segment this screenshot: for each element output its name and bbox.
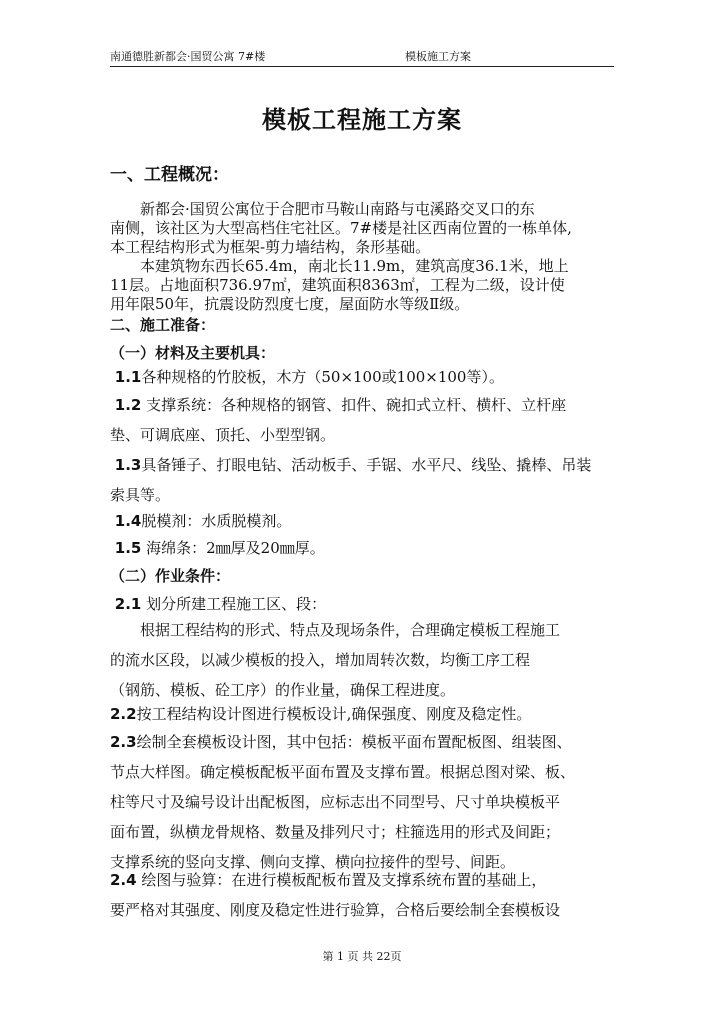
item-1-3: 1.3具备锤子、打眼电钻、活动板手、手锯、水平尺、线坠、撬棒、吊装 索具等。 [110, 456, 592, 504]
item-1-1: 1.1各种规格的竹胶板，木方（50×100或100×100等）。 [114, 368, 504, 386]
item-2-2: 2.2按工程结构设计图进行模板设计,确保强度、刚度及稳定性。 [110, 705, 532, 723]
item-2-4: 2.4 绘图与验算：在进行模板配板布置及支撑系统布置的基础上， 要严格对其强度、刚度及稳定性进行验算，合格后要绘制全套模板设 [110, 871, 561, 919]
text-line: 用年限50年，抗震设防烈度七度，屋面防水等级Ⅱ级。 [110, 295, 470, 313]
overview-paragraph-2 [110, 257, 622, 314]
text-line: 本建筑物东西长65.4m，南北长11.9m，建筑高度36.1米，地上 [140, 257, 569, 275]
text-line: 11层。占地面积736.97㎡，建筑面积8363㎡，工程为二级，设计使 [110, 276, 565, 294]
subsection-heading-materials: （一）材料及主要机具： [110, 344, 276, 362]
subsection-heading-conditions: （二）作业条件： [110, 567, 231, 585]
item-1-2: 1.2 支撑系统：各种规格的钢管、扣件、碗扣式立杆、横杆、立杆座 垫、可调底座、顶托、小型型钢。 [110, 396, 567, 444]
section-heading-preparation: 二、施工准备： [110, 316, 216, 334]
header-project-name: 南通德胜新都会·国贸公寓 7#楼 [110, 50, 266, 63]
item-1-5: 1.5 海绵条：2㎜厚及20㎜厚。 [114, 539, 325, 557]
text-line: 南侧，该社区为大型高档住宅社区。7#楼是社区西南位置的一栋单体, [110, 219, 572, 237]
text-line: 新都会·国贸公寓位于合肥市马鞍山南路与屯溪路交叉口的东 [140, 200, 535, 218]
header-doc-title: 模板施工方案 [405, 50, 471, 63]
page-footer: 第 1 页 共 22页 [322, 950, 402, 963]
document-title: 模板工程施工方案 [262, 106, 462, 134]
text-line: 本工程结构形式为框架-剪力墙结构，条形基础。 [110, 238, 431, 256]
overview-paragraph-1 [110, 200, 622, 257]
page-header [110, 50, 614, 67]
item-1-4: 1.4脱模剂：水质脱模剂。 [114, 512, 292, 530]
item-2-1-paragraph: 根据工程结构的形式、特点及现场条件，合理确定模板工程施工 的流水区段，以减少模板的投入，增加周转次数，均衡工序工程 （钢筋、模板、砼工序）的作业量，确保工程进度。 [110, 621, 561, 699]
section-heading-overview: 一、工程概况： [110, 165, 229, 185]
item-2-3: 2.3绘制全套模板设计图，其中包括：模板平面布置配板图、组装图、 节点大样图。确定模板配板平面布置及支撑布置。根据总图对梁、板、 柱等尺寸及编号设计出配板图，应标志出不同型号、尺寸单块模板平 面布置，纵横龙骨规格、数量及排列尺寸；柱箍选用的形式及间距； 支撑系统的竖向支撑、侧向支撑、横向拉接件的型号、间距。 [110, 733, 576, 871]
item-2-1: 2.1 划分所建工程施工区、段： [114, 595, 327, 613]
